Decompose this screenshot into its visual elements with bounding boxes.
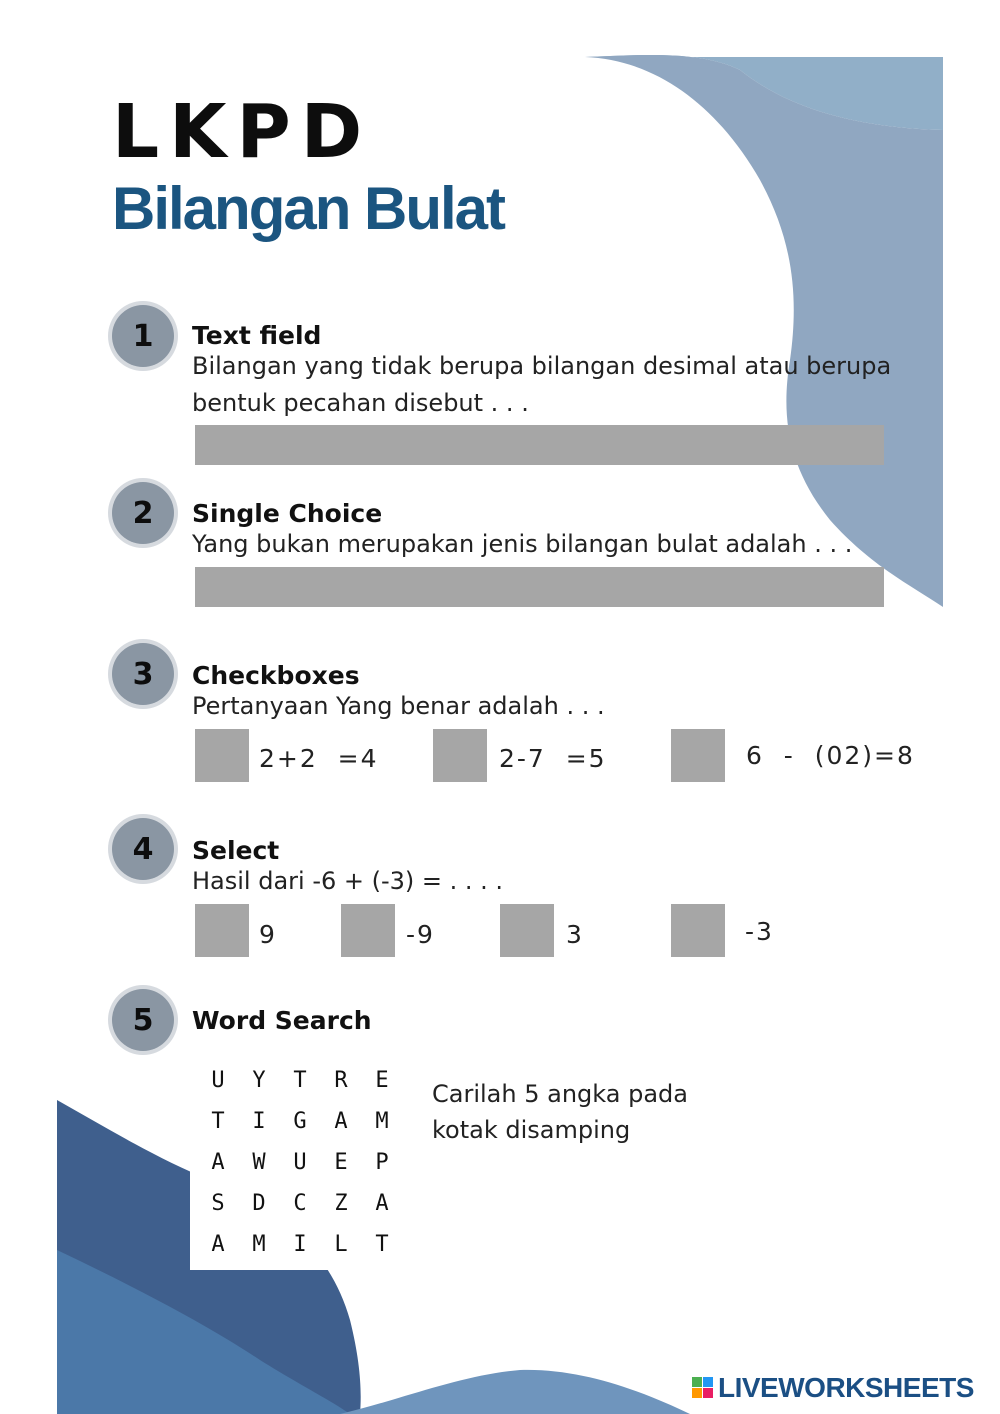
liveworksheets-brand <box>692 1374 974 1402</box>
question-number-badge: 3 <box>112 643 174 705</box>
checkbox-option-label: 2+2 =4 <box>259 744 379 773</box>
question-number-badge: 4 <box>112 818 174 880</box>
question-type-label: Text field <box>192 321 322 350</box>
text-answer-field[interactable] <box>195 425 884 465</box>
word-search-cell[interactable]: A <box>334 1109 348 1134</box>
question-type-label: Word Search <box>192 1006 372 1035</box>
word-search-cell[interactable]: Z <box>334 1191 348 1216</box>
word-search-cell[interactable]: E <box>375 1068 389 1093</box>
question-prompt: Hasil dari -6 + (-3) = . . . . <box>192 867 504 895</box>
checkbox[interactable] <box>433 729 487 782</box>
question-type-label: Select <box>192 836 280 865</box>
question-number-badge: 2 <box>112 482 174 544</box>
single-choice-dropdown[interactable] <box>195 567 884 607</box>
word-search-cell[interactable]: U <box>211 1068 225 1093</box>
word-search-cell[interactable]: I <box>252 1109 266 1134</box>
question-prompt: Yang bukan merupakan jenis bilangan bulat adalah . . . <box>192 530 853 558</box>
checkbox-option-label: 2-7 =5 <box>499 744 607 773</box>
question-prompt: Pertanyaan Yang benar adalah . . . <box>192 692 605 720</box>
page-subtitle: Bilangan Bulat <box>112 175 505 242</box>
word-search-cell[interactable]: T <box>375 1232 389 1257</box>
word-search-cell[interactable]: T <box>211 1109 225 1134</box>
select-option-label: 9 <box>259 920 277 949</box>
question-number-badge: 5 <box>112 989 174 1051</box>
word-search-cell[interactable]: Y <box>252 1068 266 1093</box>
word-search-cell[interactable]: A <box>211 1232 225 1257</box>
word-search-cell[interactable]: L <box>334 1232 348 1257</box>
word-search-cell[interactable]: U <box>293 1150 307 1175</box>
word-search-cell[interactable]: M <box>252 1232 266 1257</box>
word-search-cell[interactable]: S <box>211 1191 225 1216</box>
checkbox[interactable] <box>671 729 725 782</box>
word-search-cell[interactable]: I <box>293 1232 307 1257</box>
word-search-cell[interactable]: D <box>252 1191 266 1216</box>
select-option-label: -3 <box>745 917 774 946</box>
word-search-cell[interactable]: R <box>334 1068 348 1093</box>
select-option-box[interactable] <box>671 904 725 957</box>
bottom-right-wave <box>340 1370 690 1414</box>
select-option-box[interactable] <box>500 904 554 957</box>
word-search-instruction: Carilah 5 angka pada kotak disamping <box>432 1080 688 1144</box>
word-search-cell[interactable]: C <box>293 1191 307 1216</box>
word-search-cell[interactable]: A <box>211 1150 225 1175</box>
word-search-cell[interactable]: P <box>375 1150 389 1175</box>
top-right-wave <box>585 55 943 607</box>
word-search-cell[interactable]: W <box>252 1150 266 1175</box>
page-title: LKPD <box>112 89 373 175</box>
word-search-cell[interactable]: A <box>375 1191 389 1216</box>
select-option-box[interactable] <box>195 904 249 957</box>
select-option-label: 3 <box>566 920 584 949</box>
select-option-box[interactable] <box>341 904 395 957</box>
checkbox[interactable] <box>195 729 249 782</box>
word-search-grid[interactable] <box>190 1060 422 1270</box>
word-search-cell[interactable]: G <box>293 1109 307 1134</box>
question-prompt: Bilangan yang tidak berupa bilangan desimal atau berupa bentuk pecahan disebut . . . <box>192 352 892 417</box>
question-type-label: Checkboxes <box>192 661 360 690</box>
select-option-label: -9 <box>406 920 435 949</box>
checkbox-option-label: 6 - (02)=8 <box>746 741 915 770</box>
word-search-cell[interactable]: T <box>293 1068 307 1093</box>
brand-name: LIVEWORKSHEETS <box>718 1372 974 1403</box>
liveworksheets-logo-icon <box>692 1377 714 1399</box>
word-search-cell[interactable]: E <box>334 1150 348 1175</box>
question-type-label: Single Choice <box>192 499 383 528</box>
question-number-badge: 1 <box>112 305 174 367</box>
word-search-cell[interactable]: M <box>375 1109 389 1134</box>
